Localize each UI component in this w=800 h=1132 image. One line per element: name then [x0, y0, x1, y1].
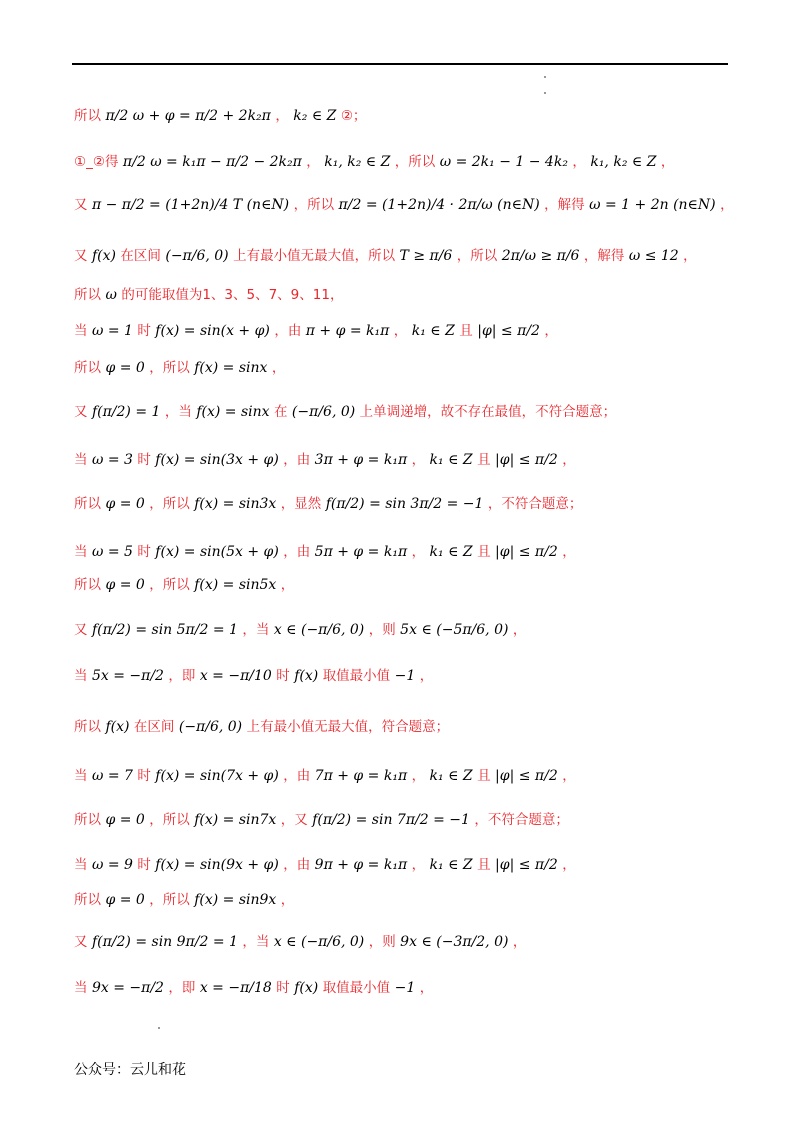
text-segment: ， — [280, 577, 295, 593]
text-segment: ，所以 — [293, 197, 335, 213]
solution-line — [74, 620, 526, 640]
math-expression: f(x) — [289, 980, 323, 996]
math-expression: π/2 = (1+2n)/4 · 2π/ω (n∈N) — [334, 197, 545, 213]
text-segment: ，当 — [164, 404, 192, 420]
text-segment: 在区间 — [133, 719, 175, 735]
text-segment: 在 — [273, 404, 288, 420]
text-segment: 当 — [74, 768, 88, 784]
math-expression: ω — [101, 287, 122, 303]
text-segment: ， — [419, 980, 434, 996]
text-segment: ， — [411, 857, 426, 873]
math-expression: (−π/6, 0) — [287, 404, 360, 420]
math-expression: f(x) = sin(9x + φ) — [150, 857, 284, 873]
solution-line — [74, 321, 558, 341]
math-expression: f(x) = sin5x — [189, 577, 281, 593]
text-segment: ，所以 — [149, 892, 190, 908]
text-segment: 时 — [137, 323, 151, 339]
text-segment: ，由 — [283, 544, 311, 560]
text-segment: ，由 — [283, 768, 311, 784]
math-expression: 2π/ω ≥ π/6 — [497, 248, 584, 264]
text-segment: 当 — [74, 544, 88, 560]
text-segment: 所以 — [74, 360, 101, 376]
text-segment: ，所以 — [149, 577, 190, 593]
math-expression: f(x) = sin(7x + φ) — [150, 768, 284, 784]
math-expression: x = −π/18 — [195, 980, 277, 996]
text-segment: 当 — [74, 857, 88, 873]
solution-line — [74, 717, 449, 737]
text-segment: 所以 — [74, 719, 101, 735]
math-expression: 5π + φ = k₁π — [310, 544, 412, 560]
text-segment: ， — [562, 857, 576, 873]
math-expression: 5x = −π/2 — [87, 668, 169, 684]
text-segment: ， — [280, 892, 295, 908]
text-segment: ， — [660, 154, 675, 170]
text-segment: 时 — [137, 857, 151, 873]
math-expression: T ≥ π/6 — [395, 248, 457, 264]
text-segment: 时 — [137, 768, 151, 784]
text-segment: ，即 — [168, 980, 196, 996]
solution-line — [74, 402, 616, 422]
math-expression: (−π/6, 0) — [174, 719, 247, 735]
math-expression: k₁ ∈ Z — [407, 323, 460, 339]
footer-account: 公众号：云儿和花 — [74, 1062, 186, 1078]
text-segment: 所以 — [74, 496, 101, 512]
math-expression: |φ| ≤ π/2 — [490, 857, 563, 873]
math-expression: φ = 0 — [101, 496, 150, 512]
math-expression: |φ| ≤ π/2 — [490, 768, 563, 784]
solution-line — [74, 978, 433, 998]
text-segment: ，由 — [274, 323, 302, 339]
math-expression: k₂ ∈ Z — [288, 108, 341, 124]
text-segment: 当 — [74, 452, 88, 468]
text-segment: ， — [411, 452, 426, 468]
text-segment: 所以 — [74, 892, 101, 908]
text-segment: ， — [512, 622, 527, 638]
math-expression: f(π/2) = sin 9π/2 = 1 — [87, 934, 243, 950]
text-segment: 时 — [276, 980, 290, 996]
text-segment: ，不符合题意； — [487, 496, 583, 512]
text-segment: 所以 — [74, 577, 101, 593]
math-expression: f(x) = sin(5x + φ) — [150, 544, 284, 560]
text-segment: 时 — [137, 544, 151, 560]
text-segment: 又 — [74, 404, 88, 420]
text-segment: ， — [562, 544, 576, 560]
math-expression: 9π + φ = k₁π — [310, 857, 412, 873]
text-segment: ， — [720, 197, 734, 213]
math-expression: φ = 0 — [101, 812, 150, 828]
math-expression: ω = 2k₁ − 1 − 4k₂ — [435, 154, 573, 170]
solution-line — [74, 494, 582, 514]
text-segment: ，即 — [168, 668, 196, 684]
math-expression: f(π/2) = 1 — [87, 404, 165, 420]
math-expression: φ = 0 — [101, 577, 150, 593]
math-expression: φ = 0 — [101, 892, 150, 908]
math-expression: −1 — [390, 668, 420, 684]
text-segment: 又 — [74, 197, 88, 213]
math-expression: ω ≤ 12 — [624, 248, 684, 264]
solution-line — [74, 285, 343, 305]
math-expression: |φ| ≤ π/2 — [490, 544, 563, 560]
text-segment: 所以 — [74, 287, 101, 303]
solution-line — [74, 666, 433, 686]
text-segment: 且 — [477, 452, 491, 468]
text-segment: ②； — [340, 108, 367, 124]
math-expression: π − π/2 = (1+2n)/4 T (n∈N) — [87, 197, 294, 213]
solution-line — [74, 932, 526, 952]
math-expression: ω = 1 + 2n (n∈N) — [584, 197, 721, 213]
text-segment: ， — [419, 668, 434, 684]
math-expression: f(x) = sin9x — [189, 892, 281, 908]
text-segment: 时 — [276, 668, 290, 684]
text-segment: 且 — [477, 768, 491, 784]
text-segment: 取值最小值 — [322, 980, 391, 996]
header-rule — [72, 63, 728, 65]
math-expression: π/2 ω + φ = π/2 + 2k₂π — [101, 108, 276, 124]
solution-line — [74, 450, 576, 470]
text-segment: ， — [411, 544, 426, 560]
math-expression: x = −π/10 — [195, 668, 277, 684]
math-expression: φ = 0 — [101, 360, 150, 376]
decorative-dot — [544, 76, 546, 78]
text-segment: ，由 — [283, 857, 311, 873]
text-segment: ， — [683, 248, 697, 264]
text-segment: 且 — [477, 544, 491, 560]
math-expression: f(x) — [87, 248, 121, 264]
solution-line — [74, 246, 697, 266]
math-expression: k₁ ∈ Z — [425, 544, 478, 560]
text-segment: ，显然 — [280, 496, 322, 512]
math-expression: |φ| ≤ π/2 — [490, 452, 563, 468]
text-segment: ，又 — [280, 812, 308, 828]
text-segment: ， — [544, 323, 558, 339]
text-segment: 当 — [74, 323, 88, 339]
math-expression: x ∈ (−π/6, 0) — [269, 622, 369, 638]
math-expression: ω = 5 — [87, 544, 138, 560]
math-expression: k₁ ∈ Z — [425, 768, 478, 784]
text-segment: 且 — [459, 323, 473, 339]
math-expression: f(x) = sin(3x + φ) — [150, 452, 284, 468]
text-segment: 取值最小值 — [322, 668, 391, 684]
text-segment: 当 — [74, 980, 88, 996]
text-segment: ，所以 — [149, 496, 190, 512]
math-expression: 5x ∈ (−5π/6, 0) — [395, 622, 513, 638]
text-segment: ，当 — [242, 622, 270, 638]
text-segment: ，所以 — [394, 154, 436, 170]
text-segment: 又 — [74, 622, 88, 638]
math-expression: f(x) = sinx — [189, 360, 272, 376]
text-segment: 的可能取值为1、3、5、7、9、11， — [121, 287, 344, 303]
text-segment: ， — [393, 323, 408, 339]
text-segment: ，所以 — [456, 248, 498, 264]
text-segment: 时 — [137, 452, 151, 468]
math-expression: f(x) = sin7x — [189, 812, 281, 828]
math-expression: k₁ ∈ Z — [425, 452, 478, 468]
math-expression: f(x) = sin(x + φ) — [150, 323, 275, 339]
solution-line — [74, 810, 569, 830]
math-expression: 3π + φ = k₁π — [310, 452, 412, 468]
text-segment: ，所以 — [149, 812, 190, 828]
math-expression: f(π/2) = sin 5π/2 = 1 — [87, 622, 243, 638]
math-expression: f(π/2) = sin 3π/2 = −1 — [321, 496, 488, 512]
solution-line — [74, 542, 576, 562]
math-expression: k₁ ∈ Z — [425, 857, 478, 873]
text-segment: ，则 — [368, 622, 396, 638]
math-expression: (−π/6, 0) — [160, 248, 234, 264]
text-segment: 上单调递增，故不存在最值，不符合题意； — [359, 404, 617, 420]
solution-line — [74, 195, 734, 215]
text-segment: ，解得 — [544, 197, 585, 213]
text-segment: ， — [562, 768, 576, 784]
text-segment: ，不符合题意； — [474, 812, 569, 828]
math-expression: −1 — [390, 980, 420, 996]
math-expression: 9x = −π/2 — [87, 980, 169, 996]
math-expression: k₁, k₂ ∈ Z — [585, 154, 661, 170]
text-segment: ， — [562, 452, 576, 468]
math-expression: f(x) — [289, 668, 323, 684]
math-expression: ω = 1 — [87, 323, 138, 339]
text-segment: 所以 — [74, 108, 101, 124]
decorative-dot — [544, 92, 546, 94]
text-segment: ①_②得 — [74, 154, 119, 170]
math-expression: π/2 ω = k₁π − π/2 − 2k₂π — [118, 154, 307, 170]
solution-line — [74, 106, 366, 126]
text-segment: ， — [572, 154, 586, 170]
solution-line — [74, 766, 576, 786]
text-segment: ，解得 — [583, 248, 625, 264]
text-segment: ，由 — [283, 452, 311, 468]
text-segment: 且 — [477, 857, 491, 873]
math-expression: f(x) = sin3x — [189, 496, 281, 512]
math-expression: f(x) = sinx — [191, 404, 274, 420]
math-expression: 9x ∈ (−3π/2, 0) — [395, 934, 513, 950]
decorative-dot — [158, 1027, 160, 1029]
text-segment: ，所以 — [149, 360, 190, 376]
math-expression: f(x) — [101, 719, 134, 735]
math-expression: ω = 9 — [87, 857, 138, 873]
text-segment: 在区间 — [120, 248, 161, 264]
text-segment: 所以 — [74, 812, 101, 828]
math-expression: ω = 7 — [87, 768, 138, 784]
math-expression: x ∈ (−π/6, 0) — [269, 934, 369, 950]
text-segment: 当 — [74, 668, 88, 684]
solution-line — [74, 890, 294, 910]
text-segment: ， — [271, 360, 286, 376]
text-segment: 上有最小值无最大值，所以 — [233, 248, 396, 264]
math-expression: k₁, k₂ ∈ Z — [319, 154, 395, 170]
text-segment: ， — [275, 108, 289, 124]
solution-line — [74, 855, 576, 875]
solution-line — [74, 152, 674, 172]
text-segment: 又 — [74, 248, 88, 264]
solution-line — [74, 575, 294, 595]
text-segment: ， — [306, 154, 320, 170]
text-segment: 上有最小值无最大值，符合题意； — [246, 719, 450, 735]
math-expression: 7π + φ = k₁π — [310, 768, 412, 784]
text-segment: 又 — [74, 934, 88, 950]
text-segment: ，当 — [242, 934, 270, 950]
math-expression: ω = 3 — [87, 452, 138, 468]
math-expression: π + φ = k₁π — [301, 323, 394, 339]
text-segment: ，则 — [368, 934, 396, 950]
text-segment: ， — [512, 934, 527, 950]
solution-line — [74, 358, 285, 378]
math-expression: |φ| ≤ π/2 — [472, 323, 545, 339]
math-expression: f(π/2) = sin 7π/2 = −1 — [307, 812, 475, 828]
text-segment: ， — [411, 768, 426, 784]
